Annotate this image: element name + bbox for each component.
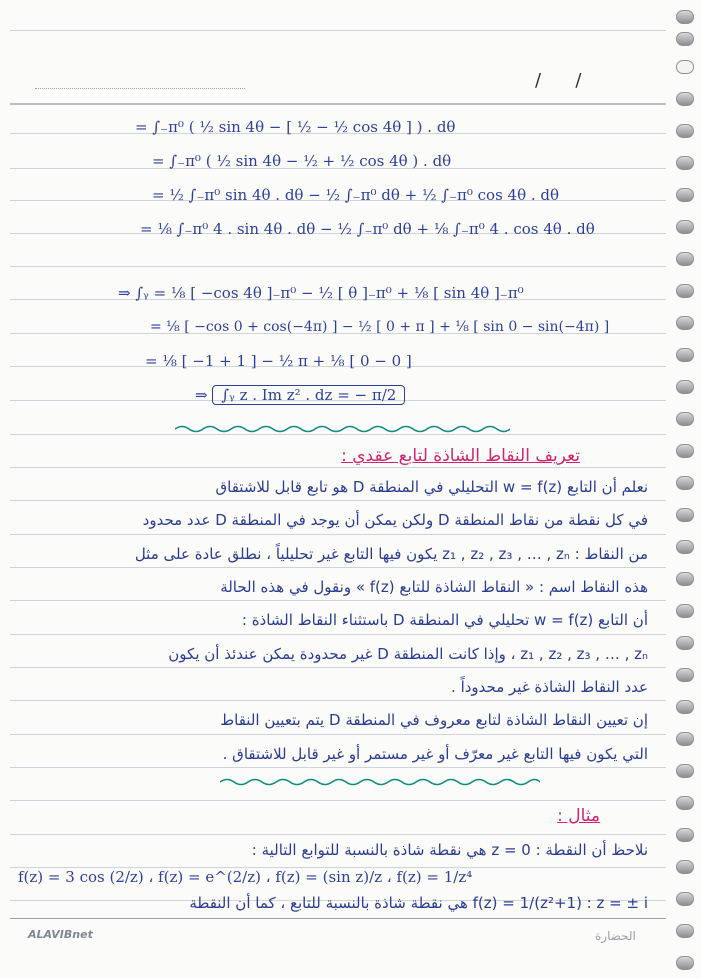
math-result-line [195, 380, 615, 410]
footer-watermark-left: ALAVIBnet [28, 928, 93, 941]
binding-hole-icon [676, 764, 694, 778]
math-line-3: = ½ ∫₋π⁰ sin 4θ . dθ − ½ ∫₋π⁰ dθ + ½ ∫₋π⁰ cos 4θ . dθ [152, 186, 560, 204]
section-title: تعريف النقاط الشاذة لتابع عقدي : [341, 446, 580, 466]
ruled-line [10, 30, 666, 31]
math-line-7: = ⅛ [ −1 + 1 ] − ½ π + ⅛ [ 0 − 0 ] [145, 352, 412, 370]
binding-hole-icon [676, 700, 694, 714]
binding-hole-icon [676, 732, 694, 746]
math-line-2: = ∫₋π⁰ ( ½ sin 4θ − ½ + ½ cos 4θ ) . dθ [152, 152, 452, 170]
header-page-marks: / / [535, 70, 582, 91]
binding-hole-icon [676, 924, 694, 938]
footer-rule [10, 918, 666, 919]
binding-hole-icon [676, 156, 694, 170]
paragraph-line-1: نعلم أن التابع w = f(z) التحليلي في المنطقة D هو تابع قابل للاشتقاق [215, 478, 648, 496]
binding-hole-icon [676, 60, 694, 74]
binding-hole-icon [676, 284, 694, 298]
example-title: مثال : [557, 806, 600, 826]
boxed-result: ∫ᵧ z . Im z² . dz = − π/2 [212, 385, 405, 405]
binding-hole-icon [676, 508, 694, 522]
math-line-1: = ∫₋π⁰ ( ½ sin 4θ − [ ½ − ½ cos 4θ ] ) . dθ [135, 118, 456, 136]
binding-hole-icon [676, 636, 694, 650]
binding-hole-icon [676, 220, 694, 234]
binding-hole-icon [676, 316, 694, 330]
paragraph-line-3: من النقاط : z₁ , z₂ , z₃ , … , zₙ يكون فيها التابع غير تحليلياً ، نطلق عادة على مثل [134, 545, 648, 563]
binding-hole-icon [676, 348, 694, 362]
binding-hole-icon [676, 828, 694, 842]
math-line-6: = ⅛ [ −cos 0 + cos(−4π) ] − ½ [ 0 + π ] + ⅛ [ sin 0 − sin(−4π) ] [150, 319, 610, 335]
binding-hole-icon [676, 604, 694, 618]
paragraph-line-2: في كل نقطة من نقاط المنطقة D ولكن يمكن أن يوجد في المنطقة D عدد محدود [142, 511, 648, 529]
paragraph-line-6: z₁ , z₂ , z₃ , … , zₙ ، وإذا كانت المنطقة D غير محدودة يمكن عندئذ أن يكون [168, 645, 648, 663]
paragraph-line-9: التي يكون فيها التابع غير معرّف أو غير مستمر أو غير قابل للاشتقاق . [222, 745, 648, 763]
ruled-line [10, 434, 666, 435]
paragraph-line-8: إن تعيين النقاط الشاذة لتابع معروف في المنطقة D يتم بتعيين النقاط [220, 711, 648, 729]
binding-hole-icon [676, 540, 694, 554]
binding-hole-icon [676, 668, 694, 682]
binding-hole-icon [676, 32, 694, 46]
binding-hole-icon [676, 10, 694, 24]
binding-hole-icon [676, 252, 694, 266]
binding-hole-icon [676, 124, 694, 138]
example-line-2: f(z) = 3 cos (2/z) ، f(z) = e^(2/z) ، f(z) = (sin z)/z ، f(z) = 1/z⁴ [18, 868, 473, 886]
binding-hole-icon [676, 796, 694, 810]
binding-hole-icon [676, 476, 694, 490]
binding-hole-icon [676, 956, 694, 970]
binding-hole-icon [676, 572, 694, 586]
binding-hole-icon [676, 892, 694, 906]
math-line-4: = ⅛ ∫₋π⁰ 4 . sin 4θ . dθ − ½ ∫₋π⁰ dθ + ⅛ ∫₋π⁰ 4 . cos 4θ . dθ [140, 220, 595, 238]
binding-hole-icon [676, 860, 694, 874]
wavy-divider [220, 777, 540, 787]
header-dotted-line [35, 88, 245, 89]
math-line-5: ⇒ ∫ᵧ = ⅛ [ −cos 4θ ]₋π⁰ − ½ [ θ ]₋π⁰ + ⅛ [ sin 4θ ]₋π⁰ [118, 284, 524, 302]
binding-hole-icon [676, 412, 694, 426]
wavy-divider [175, 424, 510, 434]
example-line-1: نلاحظ أن النقطة : z = 0 هي نقطة شاذة بالنسبة للتوابع التالية : [251, 841, 648, 859]
binding-hole-icon [676, 92, 694, 106]
binding-hole-icon [676, 380, 694, 394]
paragraph-line-7: عدد النقاط الشاذة غير محدوداً . [451, 678, 648, 696]
paragraph-line-5: أن التابع w = f(z) تحليلي في المنطقة D باستثناء النقاط الشاذة : [241, 611, 648, 629]
implies-arrow: ⇒ [195, 386, 208, 404]
footer-watermark-right: الحضارة [595, 929, 636, 943]
binding-hole-icon [676, 188, 694, 202]
example-line-3: f(z) = 1/(z²+1) : z = ± i هي نقطة شاذة بالنسبة للتابع ، كما أن النقطة [189, 894, 648, 912]
header-rule [10, 103, 666, 105]
paragraph-line-4: هذه النقاط اسم : « النقاط الشاذة للتابع f(z) » ونقول في هذه الحالة [220, 578, 648, 596]
binding-hole-icon [676, 444, 694, 458]
ruled-line [10, 266, 666, 267]
